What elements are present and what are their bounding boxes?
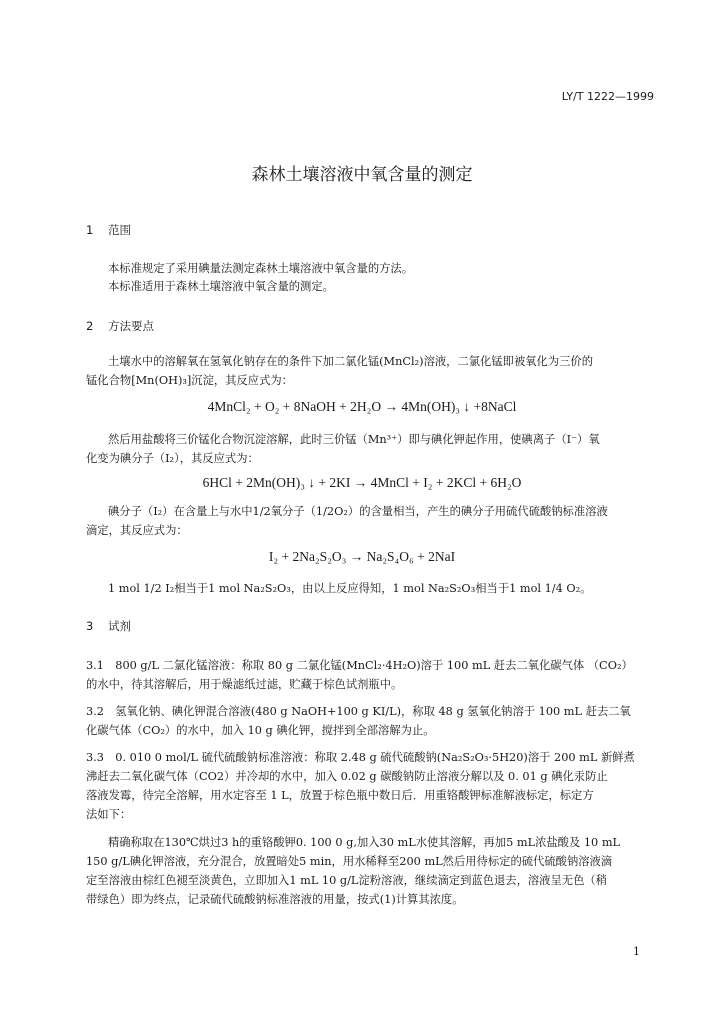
standard-code: LY/T 1222—1999 bbox=[561, 90, 654, 103]
paragraph-line: 锰化合物[Mn(OH)₃]沉淀，其反应式为： bbox=[86, 374, 293, 387]
section-title: 范围 bbox=[108, 223, 131, 237]
paragraph-line: 土壤水中的溶解氧在氢氧化钠存在的条件下加二氯化锰(MnCl₂)溶液，二氯化锰即被氧化为三价的 bbox=[108, 355, 594, 368]
paragraph-line: 沸赶去二氧化碳气体（CO2）并冷却的水中，加入 0.02 g 碳酸钠防止溶液分解以及 0. 01 g 碘化汞防止 bbox=[86, 770, 608, 783]
paragraph-line: 碘分子（I₂）在含量上与水中1/2氧分子（1/2O₂）的含量相当，产生的碘分子用硫代硫酸钠标准溶液 bbox=[108, 505, 608, 518]
document-title: 森林土壤溶液中氧含量的测定 bbox=[251, 165, 473, 185]
paragraph-line: 本标准规定了采用碘量法测定森林土壤溶液中氧含量的方法。 bbox=[108, 262, 414, 275]
paragraph-line: 带绿色）即为终点，记录硫代硫酸钠标准溶液的用量，按式(1)计算其浓度。 bbox=[86, 893, 464, 906]
paragraph-line: 1 mol 1/2 I₂相当于1 mol Na₂S₂O₃，由以上反应得知，1 mol Na₂S₂O₃相当于1 mol 1/4 O₂。 bbox=[108, 582, 592, 595]
equation-2: 6HCl + 2Mn(OH)₃ ↓ + 2KI → 4MnCl + I₂ + 2KCl + 6H₂O bbox=[202, 475, 522, 490]
paragraph-line: 3.2 氢氧化钠、碘化钾混合溶液(480 g NaOH+100 g KI/L)，称取 48 g 氢氧化钠溶于 100 mL 赶去二氧 bbox=[86, 705, 631, 718]
section-2-heading bbox=[86, 318, 154, 334]
section-title: 试剂 bbox=[108, 619, 131, 633]
paragraph-line: 滴定，其反应式为： bbox=[86, 524, 188, 537]
section-number: 2 bbox=[86, 319, 94, 333]
paragraph-line: 化变为碘分子（I₂），其反应式为： bbox=[86, 452, 259, 465]
paragraph-line: 150 g/L碘化钾溶液，充分混合，放置暗处5 min，用水稀释至200 mL然后用待标定的硫代硫酸钠溶液滴 bbox=[86, 855, 613, 868]
paragraph-line: 然后用盐酸将三价锰化合物沉淀溶解，此时三价锰（Mn³⁺）即与碘化钾起作用，使碘离子（I⁻）氧 bbox=[108, 433, 600, 446]
paragraph-line: 落液发霉，待完全溶解，用水定容至 1 L，放置于棕色瓶中数日后．用重铬酸钾标准解液标定，标定方 bbox=[86, 789, 594, 802]
section-3-heading bbox=[86, 618, 131, 634]
paragraph-line: 本标准适用于森林土壤溶液中氧含量的测定。 bbox=[108, 280, 334, 293]
paragraph-line: 3.1 800 g/L 二氯化锰溶液：称取 80 g 二氯化锰(MnCl₂·4H₂O)溶于 100 mL 赶去二氧化碳气体 （CO₂） bbox=[86, 659, 633, 672]
equation-1: 4MnCl₂ + O₂ + 8NaOH + 2H₂O → 4Mn(OH)₃ ↓ +8NaCl bbox=[207, 399, 517, 414]
section-number: 1 bbox=[86, 223, 94, 237]
paragraph-line: 定至溶液由棕红色褪至淡黄色，立即加入1 mL 10 g/L淀粉溶液，继续滴定到蓝色退去，溶液呈无色（稍 bbox=[86, 874, 607, 887]
paragraph-line: 化碳气体（CO₂）的水中，加入 10 g 碘化钾，搅拌到全部溶解为止。 bbox=[86, 724, 435, 737]
paragraph-line: 的水中，待其溶解后，用于燥滤纸过滤，贮藏于棕色试剂瓶中。 bbox=[86, 678, 403, 691]
paragraph-line: 精确称取在130℃烘过3 h的重铬酸钾0. 100 0 g,加入30 mL水使其溶解，再加5 mL浓盐酸及 10 mL bbox=[108, 836, 621, 849]
section-title: 方法要点 bbox=[108, 319, 154, 333]
page-number: 1 bbox=[633, 945, 640, 958]
section-number: 3 bbox=[86, 619, 94, 633]
section-1-heading bbox=[86, 222, 131, 238]
paragraph-line: 法如下： bbox=[86, 808, 132, 821]
paragraph-line: 3.3 0. 010 0 mol/L 硫代硫酸钠标准溶液：称取 2.48 g 硫代硫酸钠(Na₂S₂O₃·5H20)溶于 200 mL 新鲜煮 bbox=[86, 751, 635, 764]
equation-3: I₂ + 2Na₂S₂O₃ → Na₂S₄O₆ + 2NaI bbox=[268, 549, 456, 564]
